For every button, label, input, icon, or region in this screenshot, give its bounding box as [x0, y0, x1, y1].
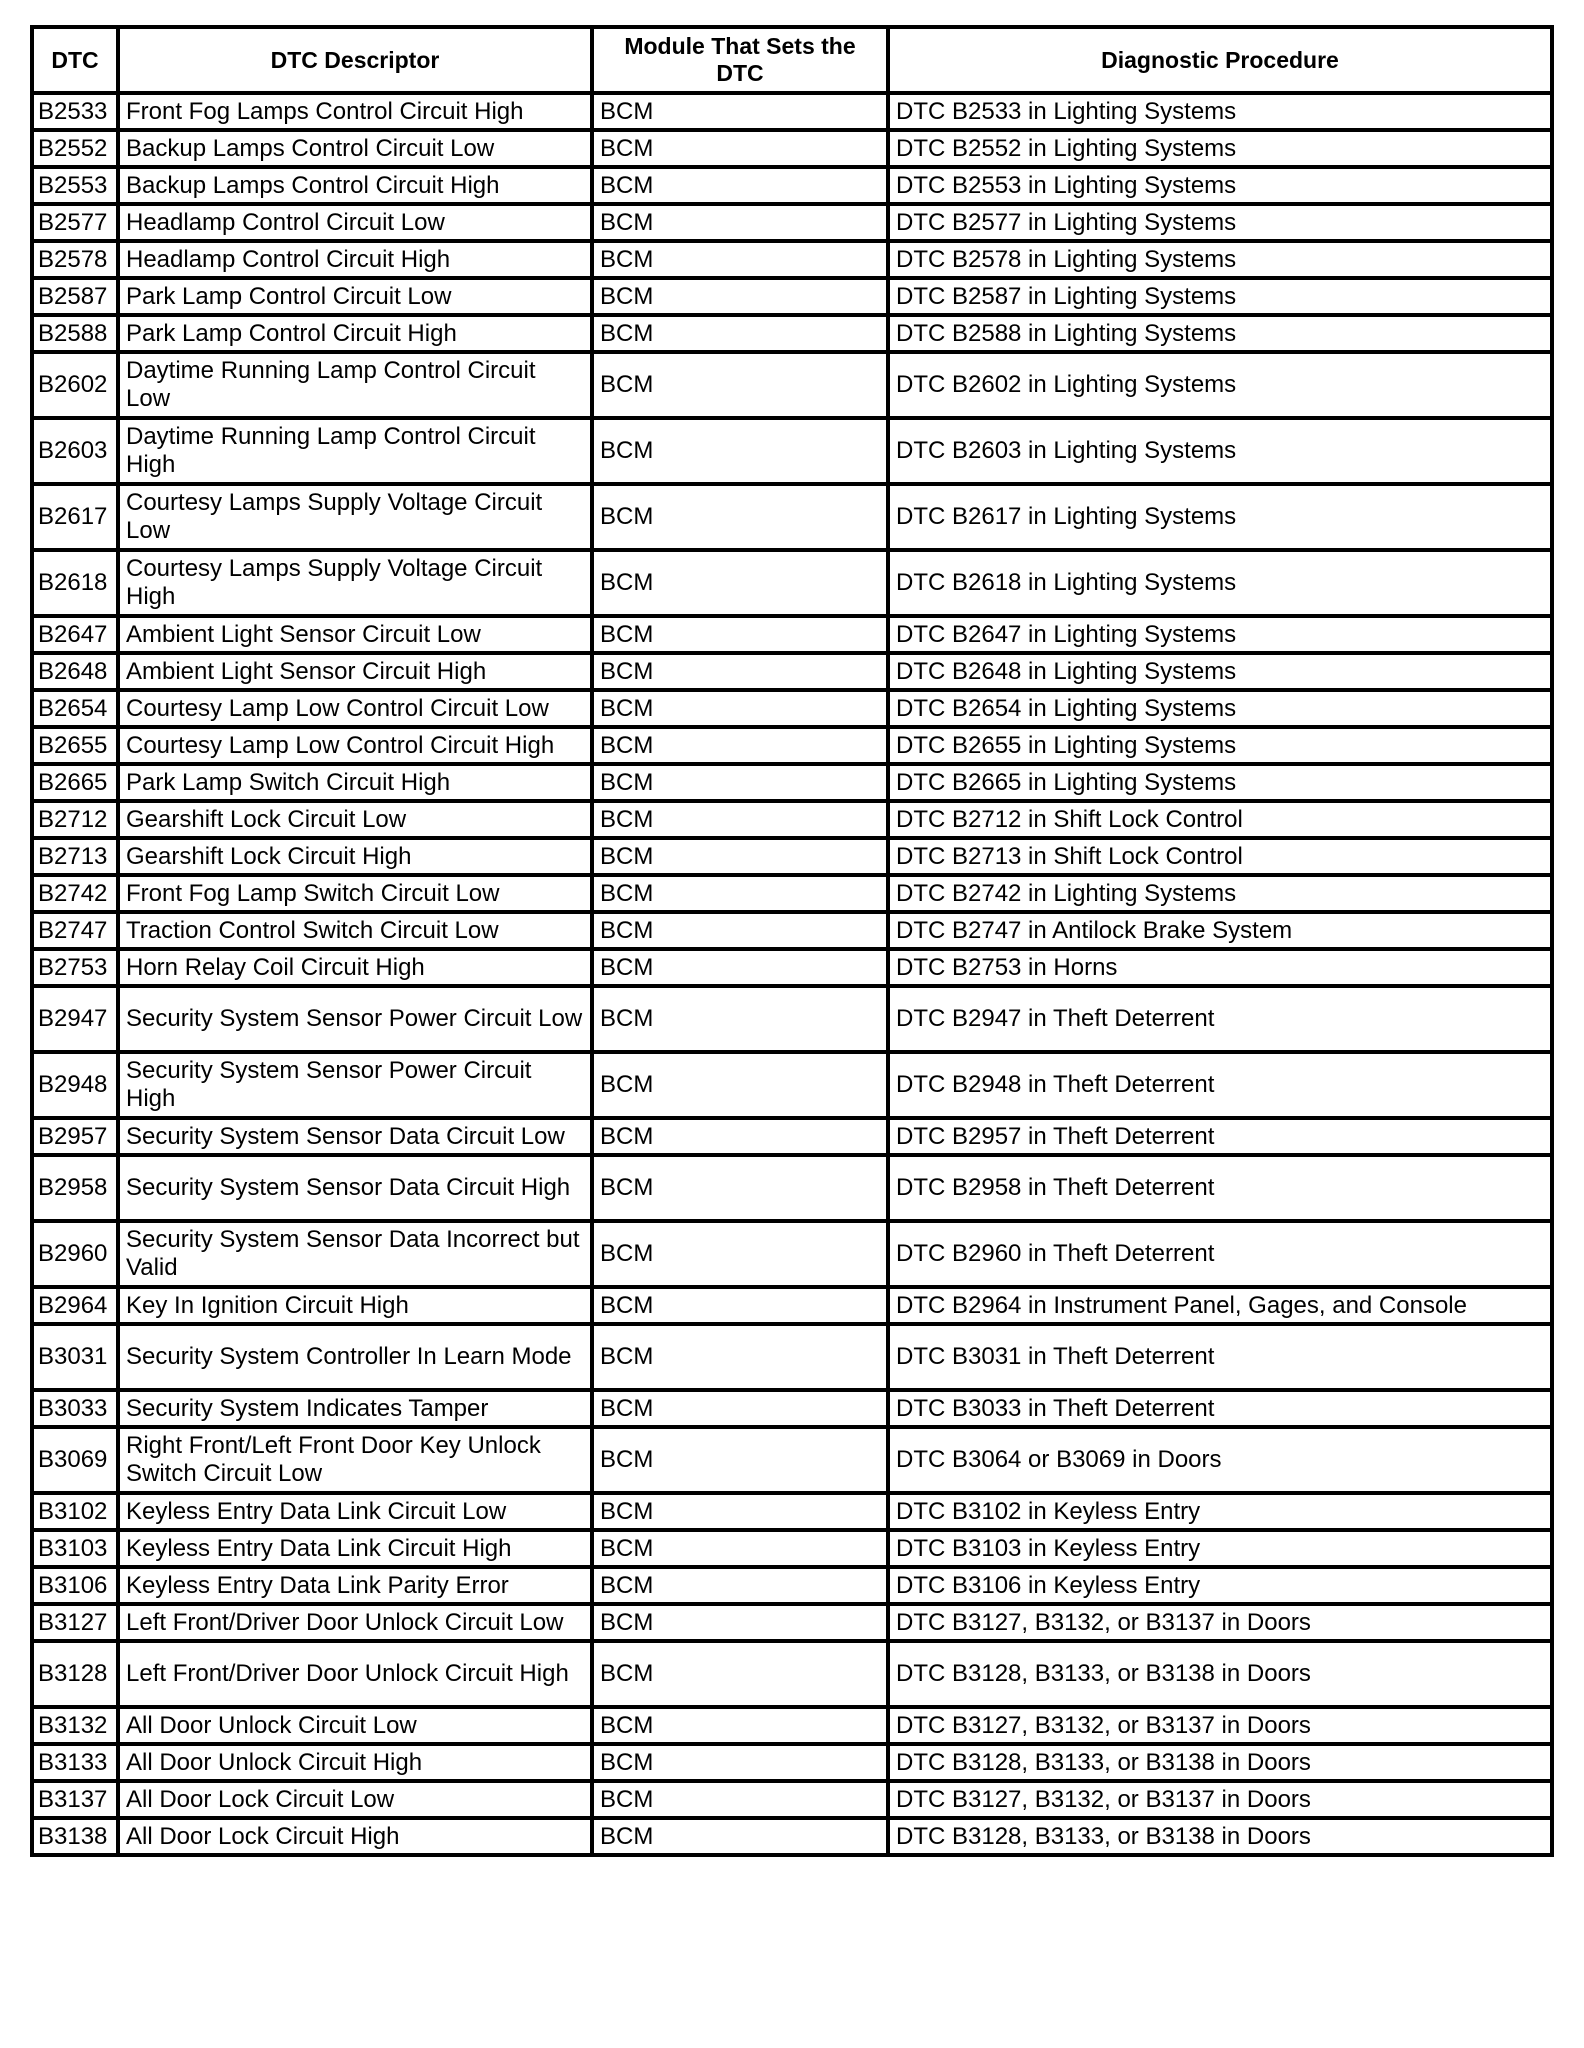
cell-module: BCM [592, 1707, 888, 1744]
cell-module: BCM [592, 418, 888, 484]
cell-module: BCM [592, 204, 888, 241]
table-row [32, 912, 1552, 949]
table-row [32, 130, 1552, 167]
cell-procedure: DTC B3127, B3132, or B3137 in Doors [888, 1604, 1552, 1641]
cell-module: BCM [592, 690, 888, 727]
cell-dtc: B2948 [32, 1052, 118, 1118]
cell-procedure: DTC B2617 in Lighting Systems [888, 484, 1552, 550]
table-header-row [32, 27, 1552, 93]
cell-descriptor: Courtesy Lamp Low Control Circuit Low [118, 690, 592, 727]
cell-module: BCM [592, 130, 888, 167]
cell-procedure: DTC B3106 in Keyless Entry [888, 1567, 1552, 1604]
table-row [32, 1155, 1552, 1221]
cell-procedure: DTC B2602 in Lighting Systems [888, 352, 1552, 418]
cell-descriptor: Left Front/Driver Door Unlock Circuit Low [118, 1604, 592, 1641]
cell-descriptor: All Door Unlock Circuit Low [118, 1707, 592, 1744]
table-row [32, 1604, 1552, 1641]
cell-module: BCM [592, 764, 888, 801]
cell-dtc: B2552 [32, 130, 118, 167]
cell-procedure: DTC B3128, B3133, or B3138 in Doors [888, 1641, 1552, 1707]
table-row [32, 653, 1552, 690]
cell-descriptor: Security System Indicates Tamper [118, 1390, 592, 1427]
cell-procedure: DTC B3127, B3132, or B3137 in Doors [888, 1781, 1552, 1818]
table-row [32, 1707, 1552, 1744]
cell-descriptor: Courtesy Lamps Supply Voltage Circuit High [118, 550, 592, 616]
cell-module: BCM [592, 1493, 888, 1530]
cell-module: BCM [592, 278, 888, 315]
cell-module: BCM [592, 1781, 888, 1818]
cell-module: BCM [592, 241, 888, 278]
cell-descriptor: Security System Sensor Data Circuit High [118, 1155, 592, 1221]
cell-module: BCM [592, 1641, 888, 1707]
cell-dtc: B3138 [32, 1818, 118, 1855]
table-row [32, 616, 1552, 653]
cell-procedure: DTC B2587 in Lighting Systems [888, 278, 1552, 315]
cell-descriptor: Traction Control Switch Circuit Low [118, 912, 592, 949]
cell-procedure: DTC B2618 in Lighting Systems [888, 550, 1552, 616]
cell-dtc: B3102 [32, 1493, 118, 1530]
cell-descriptor: Keyless Entry Data Link Circuit Low [118, 1493, 592, 1530]
cell-dtc: B2533 [32, 93, 118, 130]
header-procedure: Diagnostic Procedure [888, 27, 1552, 93]
cell-descriptor: All Door Lock Circuit High [118, 1818, 592, 1855]
table-row [32, 1744, 1552, 1781]
cell-descriptor: Daytime Running Lamp Control Circuit High [118, 418, 592, 484]
cell-procedure: DTC B3031 in Theft Deterrent [888, 1324, 1552, 1390]
cell-dtc: B2665 [32, 764, 118, 801]
cell-procedure: DTC B3064 or B3069 in Doors [888, 1427, 1552, 1493]
cell-descriptor: Backup Lamps Control Circuit High [118, 167, 592, 204]
cell-module: BCM [592, 1567, 888, 1604]
table-row [32, 204, 1552, 241]
cell-dtc: B2587 [32, 278, 118, 315]
cell-dtc: B2712 [32, 801, 118, 838]
cell-descriptor: Security System Controller In Learn Mode [118, 1324, 592, 1390]
cell-module: BCM [592, 1155, 888, 1221]
cell-module: BCM [592, 167, 888, 204]
table-row [32, 1324, 1552, 1390]
cell-dtc: B2957 [32, 1118, 118, 1155]
cell-descriptor: Headlamp Control Circuit High [118, 241, 592, 278]
cell-procedure: DTC B2947 in Theft Deterrent [888, 986, 1552, 1052]
table-row [32, 352, 1552, 418]
cell-procedure: DTC B2753 in Horns [888, 949, 1552, 986]
cell-dtc: B2617 [32, 484, 118, 550]
cell-descriptor: Courtesy Lamps Supply Voltage Circuit Low [118, 484, 592, 550]
cell-procedure: DTC B3128, B3133, or B3138 in Doors [888, 1744, 1552, 1781]
cell-procedure: DTC B2603 in Lighting Systems [888, 418, 1552, 484]
cell-descriptor: Security System Sensor Power Circuit Low [118, 986, 592, 1052]
cell-procedure: DTC B2648 in Lighting Systems [888, 653, 1552, 690]
cell-descriptor: Front Fog Lamp Switch Circuit Low [118, 875, 592, 912]
cell-procedure: DTC B3103 in Keyless Entry [888, 1530, 1552, 1567]
table-row [32, 167, 1552, 204]
cell-descriptor: Courtesy Lamp Low Control Circuit High [118, 727, 592, 764]
table-row [32, 986, 1552, 1052]
cell-module: BCM [592, 949, 888, 986]
table-row [32, 1118, 1552, 1155]
cell-dtc: B2742 [32, 875, 118, 912]
cell-dtc: B2964 [32, 1287, 118, 1324]
table-row [32, 801, 1552, 838]
cell-procedure: DTC B2948 in Theft Deterrent [888, 1052, 1552, 1118]
cell-module: BCM [592, 616, 888, 653]
table-row [32, 241, 1552, 278]
cell-dtc: B3031 [32, 1324, 118, 1390]
cell-dtc: B2647 [32, 616, 118, 653]
cell-module: BCM [592, 875, 888, 912]
cell-procedure: DTC B2742 in Lighting Systems [888, 875, 1552, 912]
cell-module: BCM [592, 93, 888, 130]
table-row [32, 690, 1552, 727]
table-row [32, 838, 1552, 875]
cell-dtc: B2603 [32, 418, 118, 484]
cell-module: BCM [592, 727, 888, 764]
cell-module: BCM [592, 1427, 888, 1493]
table-row [32, 418, 1552, 484]
cell-module: BCM [592, 1221, 888, 1287]
cell-module: BCM [592, 352, 888, 418]
header-dtc: DTC [32, 27, 118, 93]
header-module: Module That Sets the DTC [592, 27, 888, 93]
cell-procedure: DTC B2647 in Lighting Systems [888, 616, 1552, 653]
cell-procedure: DTC B2957 in Theft Deterrent [888, 1118, 1552, 1155]
cell-dtc: B3033 [32, 1390, 118, 1427]
cell-dtc: B3103 [32, 1530, 118, 1567]
table-row [32, 1221, 1552, 1287]
cell-module: BCM [592, 315, 888, 352]
cell-procedure: DTC B2654 in Lighting Systems [888, 690, 1552, 727]
cell-descriptor: Gearshift Lock Circuit High [118, 838, 592, 875]
table-row [32, 1287, 1552, 1324]
cell-module: BCM [592, 1118, 888, 1155]
table-row [32, 1567, 1552, 1604]
cell-descriptor: Headlamp Control Circuit Low [118, 204, 592, 241]
cell-descriptor: Left Front/Driver Door Unlock Circuit High [118, 1641, 592, 1707]
cell-descriptor: Gearshift Lock Circuit Low [118, 801, 592, 838]
cell-descriptor: Security System Sensor Power Circuit High [118, 1052, 592, 1118]
cell-procedure: DTC B2960 in Theft Deterrent [888, 1221, 1552, 1287]
cell-procedure: DTC B2552 in Lighting Systems [888, 130, 1552, 167]
table-row [32, 1818, 1552, 1855]
cell-dtc: B3069 [32, 1427, 118, 1493]
cell-dtc: B2618 [32, 550, 118, 616]
cell-module: BCM [592, 1287, 888, 1324]
cell-module: BCM [592, 1390, 888, 1427]
table-row [32, 484, 1552, 550]
cell-procedure: DTC B3128, B3133, or B3138 in Doors [888, 1818, 1552, 1855]
cell-dtc: B2578 [32, 241, 118, 278]
cell-procedure: DTC B2958 in Theft Deterrent [888, 1155, 1552, 1221]
cell-dtc: B2577 [32, 204, 118, 241]
cell-procedure: DTC B2747 in Antilock Brake System [888, 912, 1552, 949]
cell-procedure: DTC B2712 in Shift Lock Control [888, 801, 1552, 838]
cell-module: BCM [592, 1818, 888, 1855]
table-row [32, 278, 1552, 315]
cell-procedure: DTC B2665 in Lighting Systems [888, 764, 1552, 801]
cell-dtc: B2960 [32, 1221, 118, 1287]
header-descriptor: DTC Descriptor [118, 27, 592, 93]
table-row [32, 764, 1552, 801]
cell-procedure: DTC B3033 in Theft Deterrent [888, 1390, 1552, 1427]
cell-dtc: B3127 [32, 1604, 118, 1641]
cell-dtc: B2958 [32, 1155, 118, 1221]
cell-descriptor: Front Fog Lamps Control Circuit High [118, 93, 592, 130]
cell-dtc: B2947 [32, 986, 118, 1052]
table-row [32, 1530, 1552, 1567]
cell-descriptor: Park Lamp Control Circuit Low [118, 278, 592, 315]
cell-descriptor: Backup Lamps Control Circuit Low [118, 130, 592, 167]
table-row [32, 1493, 1552, 1530]
cell-descriptor: Daytime Running Lamp Control Circuit Low [118, 352, 592, 418]
cell-procedure: DTC B3127, B3132, or B3137 in Doors [888, 1707, 1552, 1744]
cell-module: BCM [592, 1052, 888, 1118]
cell-dtc: B2588 [32, 315, 118, 352]
cell-dtc: B2655 [32, 727, 118, 764]
cell-module: BCM [592, 912, 888, 949]
cell-procedure: DTC B2964 in Instrument Panel, Gages, and Console [888, 1287, 1552, 1324]
cell-dtc: B2553 [32, 167, 118, 204]
cell-descriptor: Key In Ignition Circuit High [118, 1287, 592, 1324]
cell-descriptor: Ambient Light Sensor Circuit Low [118, 616, 592, 653]
cell-dtc: B3133 [32, 1744, 118, 1781]
cell-descriptor: Horn Relay Coil Circuit High [118, 949, 592, 986]
cell-module: BCM [592, 550, 888, 616]
cell-module: BCM [592, 1744, 888, 1781]
cell-descriptor: Park Lamp Switch Circuit High [118, 764, 592, 801]
table-row [32, 1641, 1552, 1707]
cell-procedure: DTC B2577 in Lighting Systems [888, 204, 1552, 241]
cell-descriptor: Right Front/Left Front Door Key Unlock Switch Circuit Low [118, 1427, 592, 1493]
table-row [32, 1052, 1552, 1118]
table-row [32, 875, 1552, 912]
table-body [32, 93, 1552, 1855]
table-row [32, 550, 1552, 616]
cell-descriptor: All Door Unlock Circuit High [118, 1744, 592, 1781]
table-row [32, 315, 1552, 352]
cell-module: BCM [592, 484, 888, 550]
cell-procedure: DTC B2578 in Lighting Systems [888, 241, 1552, 278]
cell-module: BCM [592, 986, 888, 1052]
cell-descriptor: Ambient Light Sensor Circuit High [118, 653, 592, 690]
cell-descriptor: Park Lamp Control Circuit High [118, 315, 592, 352]
cell-procedure: DTC B3102 in Keyless Entry [888, 1493, 1552, 1530]
cell-descriptor: All Door Lock Circuit Low [118, 1781, 592, 1818]
table-row [32, 949, 1552, 986]
cell-descriptor: Keyless Entry Data Link Circuit High [118, 1530, 592, 1567]
cell-module: BCM [592, 1604, 888, 1641]
cell-dtc: B2654 [32, 690, 118, 727]
table-row [32, 1781, 1552, 1818]
cell-dtc: B2648 [32, 653, 118, 690]
cell-module: BCM [592, 801, 888, 838]
cell-dtc: B3137 [32, 1781, 118, 1818]
cell-module: BCM [592, 1530, 888, 1567]
cell-module: BCM [592, 1324, 888, 1390]
cell-module: BCM [592, 653, 888, 690]
cell-procedure: DTC B2553 in Lighting Systems [888, 167, 1552, 204]
cell-dtc: B2713 [32, 838, 118, 875]
cell-module: BCM [592, 838, 888, 875]
table-row [32, 727, 1552, 764]
cell-procedure: DTC B2533 in Lighting Systems [888, 93, 1552, 130]
cell-procedure: DTC B2588 in Lighting Systems [888, 315, 1552, 352]
table-row [32, 93, 1552, 130]
cell-dtc: B2747 [32, 912, 118, 949]
cell-descriptor: Security System Sensor Data Circuit Low [118, 1118, 592, 1155]
cell-dtc: B3128 [32, 1641, 118, 1707]
cell-dtc: B3132 [32, 1707, 118, 1744]
cell-dtc: B2602 [32, 352, 118, 418]
table-row [32, 1390, 1552, 1427]
cell-descriptor: Security System Sensor Data Incorrect but Valid [118, 1221, 592, 1287]
cell-dtc: B3106 [32, 1567, 118, 1604]
cell-descriptor: Keyless Entry Data Link Parity Error [118, 1567, 592, 1604]
table-row [32, 1427, 1552, 1493]
cell-dtc: B2753 [32, 949, 118, 986]
cell-procedure: DTC B2655 in Lighting Systems [888, 727, 1552, 764]
cell-procedure: DTC B2713 in Shift Lock Control [888, 838, 1552, 875]
dtc-table [30, 25, 1554, 1857]
